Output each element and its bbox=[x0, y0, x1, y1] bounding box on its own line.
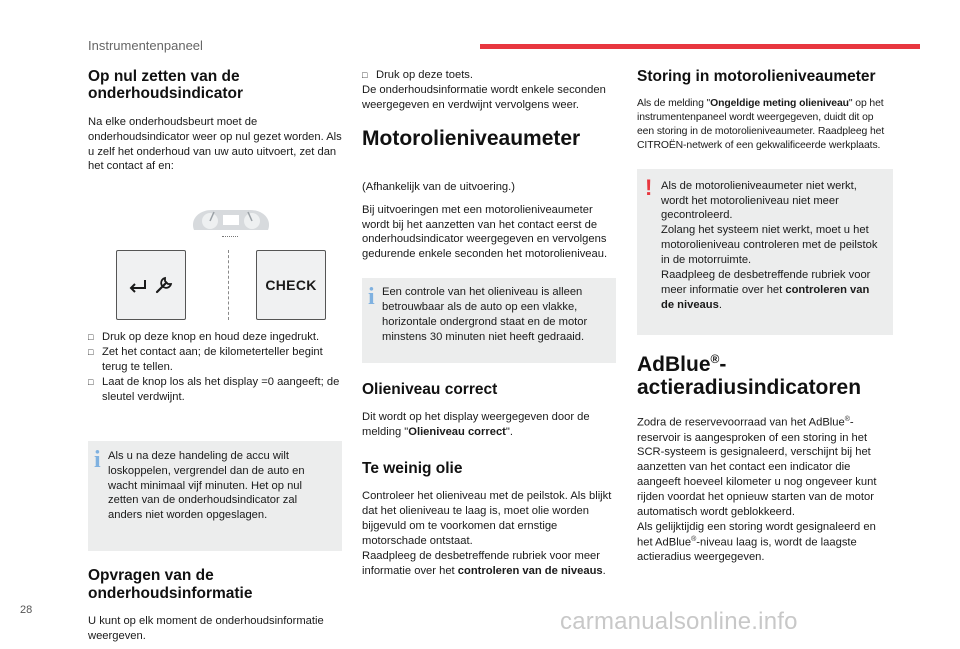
adblue-title: AdBlue®- actieradiusindicatoren bbox=[637, 351, 862, 399]
warning-icon: ! bbox=[645, 174, 653, 200]
step-result: De onderhoudsinformatie wordt enkele seconden weergegeven en verdwijnt vervolgens weer. bbox=[362, 83, 606, 111]
adblue-text-2: Als gelijktijdig een storing wordt gesignaleerd en het AdBlue®-niveau laag is, wordt de laagste actieradius weergegeven. bbox=[637, 520, 876, 564]
info-icon: i bbox=[368, 284, 375, 311]
oil-low-title: Te weinig olie bbox=[362, 459, 463, 477]
fault-title: Storing in motorolieniveaumeter bbox=[637, 68, 876, 85]
oil-low-text-2: Raadpleeg de desbetreffende rubriek voor meer informatie over het controleren van de niveaus. bbox=[362, 549, 606, 577]
oil-correct-title: Olieniveau correct bbox=[362, 380, 498, 398]
section-header: Instrumentenpaneel bbox=[88, 38, 203, 53]
reset-arrow-icon bbox=[127, 276, 149, 294]
maintenance-info-title: Opvragen van de onderhoudsinformatie bbox=[88, 567, 253, 602]
oil-gauge-title: Motorolieniveaumeter bbox=[362, 126, 581, 150]
watermark: carmanualsonline.info bbox=[560, 608, 798, 635]
divider-line bbox=[228, 250, 230, 320]
column-1 bbox=[88, 68, 342, 644]
reset-steps bbox=[88, 330, 342, 404]
dashboard-icon bbox=[188, 206, 274, 234]
oil-gauge-text: Bij uitvoeringen met een motorolieniveaumeter wordt bij het aanzetten van het contact eerst de onderhoudsindicator weergegeven en vervolgens gedurende enkele seconden het motorolieniveau. bbox=[362, 203, 608, 261]
oil-correct-text: Dit wordt op het display weergegeven door de melding "Olieniveau correct". bbox=[362, 411, 590, 439]
info-box-battery: i Als u na deze handeling de accu wilt loskoppelen, vergrendel dan de auto en wacht minimaal vijf minuten. Het op nul zetten van de onderhoudsindicator zal anders niet worden opgeslagen. bbox=[88, 441, 342, 551]
list-item: □ Zet het contact aan; de kilometerteller begint terug te tellen. bbox=[88, 346, 323, 374]
list-item: □ Druk op deze knop en houd deze ingedrukt. bbox=[88, 331, 320, 344]
fault-text: Als de melding "Ongeldige meting olieniveau" op het instrumentenpaneel wordt weergegeven, duidt dit op een storing in de motorolieniveaumeter. Raadpleeg het CITROËN-netwerk of een gekwalificeerde werkplaats. bbox=[637, 98, 885, 151]
reset-intro: Na elke onderhoudsbeurt moet de onderhoudsindicator weer op nul gezet worden. Als u zelf het onderhoud van uw auto uitvoert, zet dan het contact af en: bbox=[88, 115, 342, 173]
variant-note: (Afhankelijk van de uitvoering.) bbox=[362, 180, 515, 193]
reset-title: Op nul zetten van de onderhoudsindicator bbox=[88, 68, 243, 103]
info-box-oil-check: i Een controle van het olieniveau is alleen betrouwbaar als de auto op een vlakke, horizontale ondergrond staat en de motor minstens 30 minuten niet heeft gedraaid. bbox=[362, 278, 616, 363]
list-item: □ Druk op deze toets. bbox=[362, 69, 474, 81]
reset-button[interactable] bbox=[116, 250, 186, 320]
maintenance-info-text: U kunt op elk moment de onderhoudsinformatie weergeven. bbox=[88, 614, 324, 642]
wrench-icon bbox=[153, 274, 175, 296]
warning-box-oil-gauge: ! Als de motorolieniveaumeter niet werkt, wordt het motorolieniveau niet meer gecontroleerd. Zolang het systeem niet werkt, moet u het motorolieniveau controleren met de peilstok in de motorruimte. Raadpleeg de desbetreffende rubriek voor meer informatie over het controleren van de niveaus. bbox=[637, 169, 893, 335]
oil-low-text: Controleer het olieniveau met de peilstok. Als blijkt dat het olieniveau te laag is, moet olie worden bijgevuld om te voorkomen dat ernstige motorschade ontstaat. bbox=[362, 490, 612, 547]
adblue-text: Zodra de reservevoorraad van het AdBlue®-reservoir is aangesproken of een storing in het SCR-systeem is gesignaleerd, verschijnt bij het aanzetten van het contact een indicator die aangeeft hoeveel kilometer u nog ongeveer kunt rijden voordat het opnieuw starten van de motor automatisch wordt geblokkeerd. bbox=[637, 415, 877, 518]
page-number: 28 bbox=[20, 604, 33, 616]
header-accent-bar bbox=[480, 44, 920, 49]
list-item: □ Laat de knop los als het display =0 aangeeft; de sleutel verdwijnt. bbox=[88, 375, 340, 403]
info-icon: i bbox=[94, 446, 101, 473]
column-3 bbox=[637, 68, 893, 565]
check-label: CHECK bbox=[265, 277, 317, 294]
display-pointer bbox=[222, 236, 238, 239]
reset-illustration bbox=[110, 206, 330, 326]
column-2 bbox=[362, 68, 616, 579]
check-button[interactable] bbox=[256, 250, 326, 320]
